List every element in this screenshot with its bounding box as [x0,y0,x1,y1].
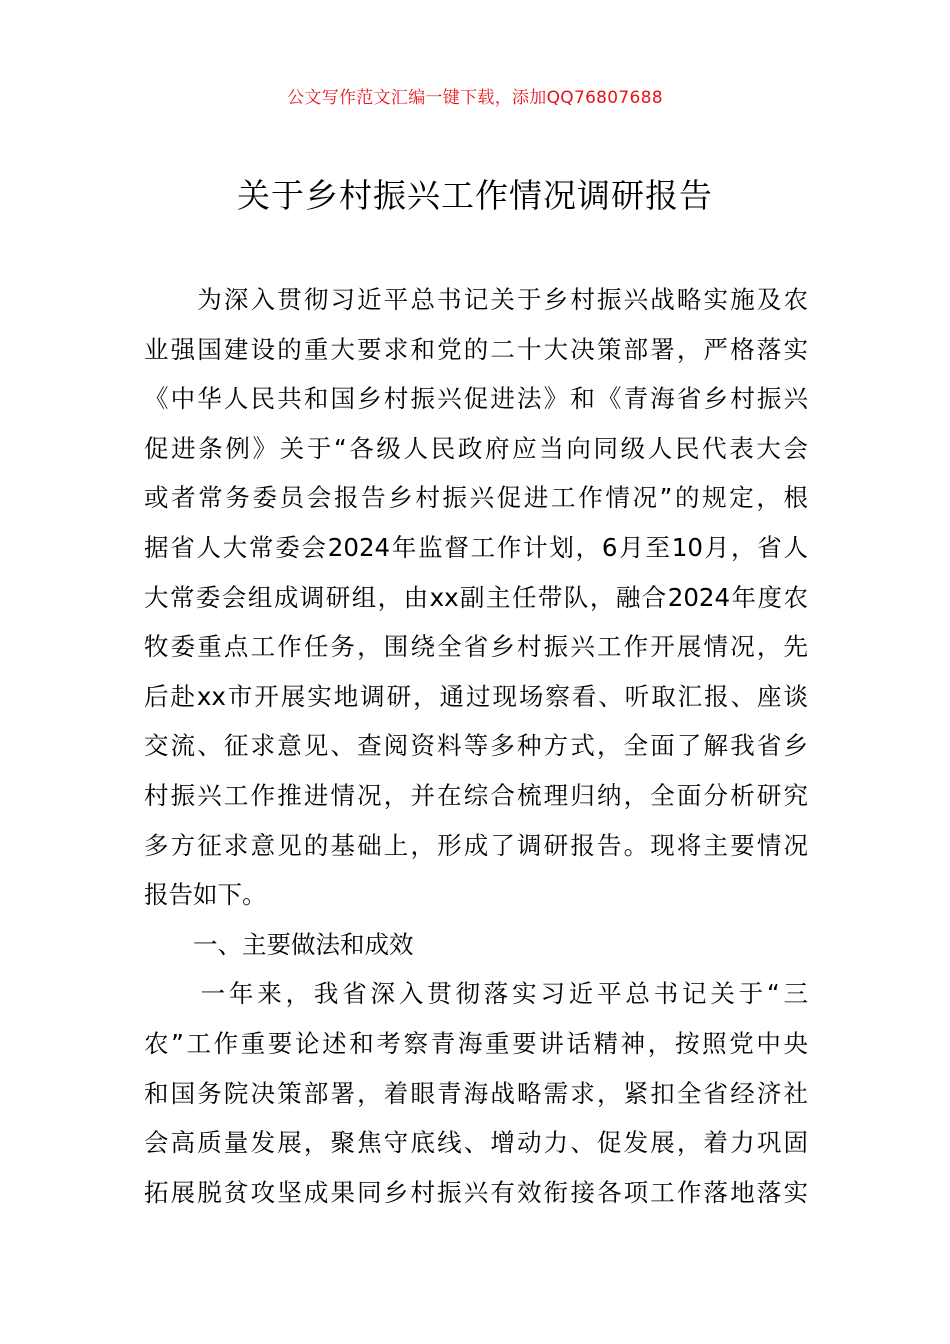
body-line: 交流、征求意见、查阅资料等多种方式，全面了解我省乡 [144,731,808,761]
body-line: 促进条例》关于“各级人民政府应当向同级人民代表大会 [144,433,808,463]
body-line: 农”工作重要论述和考察青海重要讲话精神，按照党中央 [144,1028,808,1058]
body-line: 据省人大常委会2024年监督工作计划，6月至10月，省人 [144,532,808,562]
body-line: 大常委会组成调研组，由xx副主任带队，融合2024年度农 [144,582,808,612]
body-line: 《中华人民共和国乡村振兴促进法》和《青海省乡村振兴 [144,384,808,414]
document-title: 关于乡村振兴工作情况调研报告 [237,176,713,215]
header-banner: 公文写作范文汇编一键下载，添加QQ76807688 [287,88,663,108]
body-line: 报告如下。 [144,880,267,910]
document-body [144,275,808,1217]
body-line: 业强国建设的重大要求和党的二十大决策部署，严格落实 [144,334,808,364]
body-line: 为深入贯彻习近平总书记关于乡村振兴战略实施及农 [144,285,808,314]
body-line: 会高质量发展，聚焦守底线、增动力、促发展，着力巩固 [144,1128,808,1158]
body-line: 拓展脱贫攻坚成果同乡村振兴有效衔接各项工作落地落实 [144,1177,808,1207]
body-line: 或者常务委员会报告乡村振兴促进工作情况”的规定，根 [144,483,808,513]
body-line: 和国务院决策部署，着眼青海战略需求，紧扣全省经济社 [144,1078,808,1108]
body-line: 牧委重点工作任务，围绕全省乡村振兴工作开展情况，先 [144,632,808,662]
body-line: 后赴xx市开展实地调研，通过现场察看、听取汇报、座谈 [144,681,808,711]
section-heading: 一、主要做法和成效 [144,929,414,959]
body-line: 一年来，我省深入贯彻落实习近平总书记关于“三 [144,979,808,1009]
body-line: 多方征求意见的基础上，形成了调研报告。现将主要情况 [144,830,808,860]
body-line: 村振兴工作推进情况，并在综合梳理归纳，全面分析研究 [144,780,808,810]
